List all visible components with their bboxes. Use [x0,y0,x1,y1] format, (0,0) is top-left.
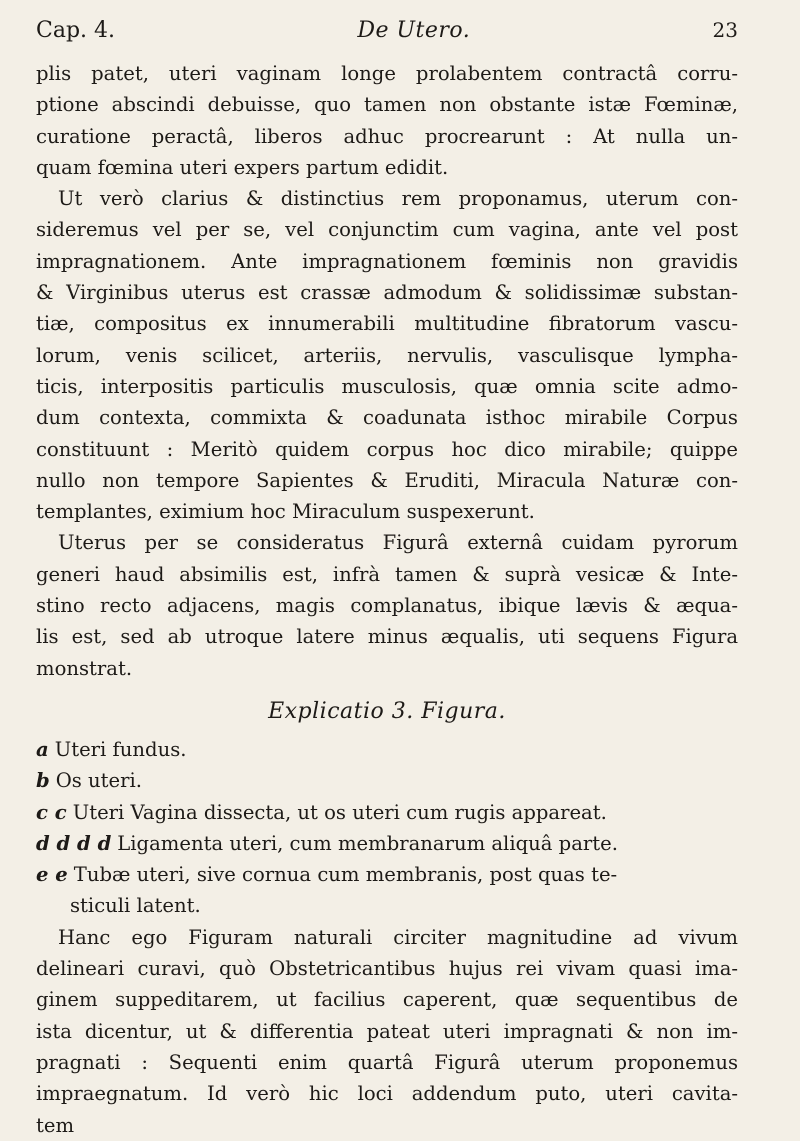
text-line: pragnati : Sequenti enim quartâ Figurâ uterum proponemus [36,1050,738,1074]
figure-legend [36,734,738,922]
legend-item [36,828,738,859]
text-line: templantes, eximium hoc Miraculum suspexerunt. [36,500,535,524]
text-line: lorum, venis scilicet, arteriis, nervulis, vasculisque lympha- [36,343,738,367]
text-line: dum contexta, commixta & coadunata isthoc mirabile Corpus [36,406,738,430]
text-line: quam fœmina uteri expers partum edidit. [36,155,449,179]
text-line: ticis, interpositis particulis musculosis, quæ omnia scite admo- [36,374,738,398]
legend-text: Uteri fundus. [54,737,187,761]
page-number: 23 [712,18,738,42]
legend-item [36,859,738,890]
legend-text: Tubæ uteri, sive cornua cum membranis, post quas te- [73,863,618,887]
text-line: generi haud absimilis est, infrà tamen & suprà vesicæ & Inte- [36,562,738,586]
catchword: tem [36,1113,75,1137]
legend-key: e e [36,863,68,887]
text-line: nullo non tempore Sapientes & Eruditi, Miracula Naturæ con- [36,468,738,492]
body-text-continued [36,922,738,1141]
text-line: & Virginibus uterus est crassæ admodum & solidissimæ substan- [36,281,738,305]
legend-item-continuation [36,890,738,921]
legend-key: b [36,769,50,793]
text-line: stino recto adjacens, magis complanatus, ibique lævis & æqua- [36,594,738,618]
text-line: ginem suppeditarem, ut facilius caperent, quæ sequentibus de [36,988,738,1012]
running-head [36,18,738,52]
legend-text: sticuli latent. [70,894,201,918]
text-line: curatione peractâ, liberos adhuc procrearunt : At nulla un- [36,124,738,148]
text-line: delineari curavi, quò Obstetricantibus hujus rei vivam quasi ima- [36,957,738,981]
text-line: Ut verò clarius & distinctius rem proponamus, uterum con- [58,187,738,211]
text-line: plis patet, uteri vaginam longe prolabentem contractâ corru- [36,62,738,85]
text-line: tiæ, compositus ex innumerabili multitudine fibratorum vascu- [36,312,738,336]
chapter-label: Cap. 4. [36,18,116,43]
paragraph-4 [36,922,738,1110]
text-line: lis est, sed ab utroque latere minus æqualis, uti sequens Figura [36,625,738,649]
legend-text: Os uteri. [55,769,142,793]
text-line: monstrat. [36,656,133,680]
text-line: sideremus vel per se, vel conjunctim cum vagina, ante vel post [36,218,738,242]
paragraph-3 [36,527,738,683]
legend-text: Uteri Vagina dissecta, ut os uteri cum rugis appareat. [72,800,607,824]
legend-key: c c [36,800,67,824]
legend-item [36,765,738,796]
legend-key: d d d d [36,831,112,855]
text-line: ista dicentur, ut & differentia pateat uteri impragnati & non im- [36,1019,738,1043]
legend-item [36,797,738,828]
text-line: Uterus per se consideratus Figurâ externâ cuidam pyrorum [58,531,738,555]
text-line: constituunt : Meritò quidem corpus hoc dico mirabile; quippe [36,437,738,461]
paragraph-2 [36,183,738,527]
legend-text: Ligamenta uteri, cum membranarum aliquâ parte. [117,831,618,855]
text-line: ptione abscindi debuisse, quo tamen non obstante istæ Fœminæ, [36,93,738,117]
text-line: impraegnatum. Id verò hic loci addendum puto, uteri cavita- [36,1082,738,1106]
figure-explanation-heading: Explicatio 3. Figura. [268,698,506,724]
text-line: impragnationem. Ante impragnationem fœminis non gravidis [36,249,738,273]
body-text [36,58,738,684]
legend-key: a [36,737,49,761]
text-line: Hanc ego Figuram naturali circiter magnitudine ad vivum [58,925,738,949]
running-title: De Utero. [357,18,471,43]
paragraph-1 [36,58,738,183]
legend-item [36,734,738,765]
